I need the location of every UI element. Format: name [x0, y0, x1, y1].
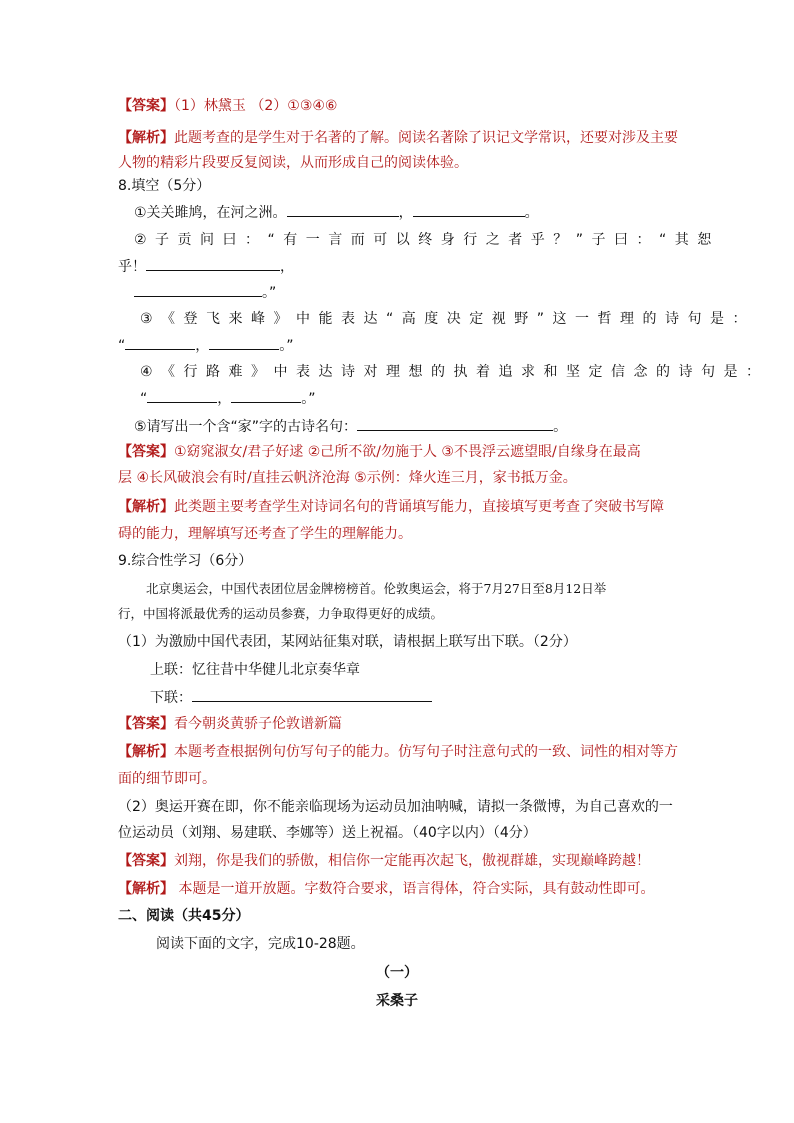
answer-blank[interactable]	[134, 282, 262, 297]
couplet-lower-label: 下联：	[150, 690, 192, 706]
material-text: 北京奥运会，中国代表团位居金牌榜榜首。伦敦奥运会，将于7月27日至8月12日举	[146, 581, 607, 596]
analysis-text-cont: 人物的精彩片段要反复阅读，从而形成自己的阅读体验。	[118, 155, 468, 171]
fill-end: 。”	[262, 285, 277, 301]
analysis-text: 本题考查根据例句仿写句子的能力。仿写句子时注意句式的一致、词性的相对等方	[174, 744, 678, 760]
answer-blank[interactable]	[287, 202, 399, 217]
answer-tag: 【答案】	[118, 716, 174, 732]
answer-tag: 【答案】	[118, 444, 174, 460]
analysis-text: 此类题主要考查学生对诗词名句的背诵填写能力，直接填写更考查了突破书写障	[174, 499, 664, 515]
sub-question-1: （1）为激励中国代表团，某网站征集对联，请根据上联写出下联。（2分）	[118, 634, 577, 650]
answer-text: （1）林黛玉 （2）①③④⑥	[174, 98, 338, 114]
analysis-text-cont: 面的细节即可。	[118, 771, 216, 787]
answer-text-cont: 层 ④长风破浪会有时/直挂云帆济沧海 ⑤示例：烽火连三月，家书抵万金。	[118, 470, 577, 486]
fill-item-3-cont	[118, 335, 294, 356]
open-quote: “	[118, 338, 126, 354]
answer-line	[118, 714, 342, 734]
fill-item-2-cont	[118, 256, 294, 277]
couplet-upper: 上联：忆往昔中华健儿北京奏华章	[150, 662, 360, 678]
fill-item-2-text: 乎！	[118, 259, 146, 275]
fill-item-5-text: ⑤请写出一个含“家”字的古诗名句：	[134, 419, 358, 435]
fill-sep: ，	[398, 205, 413, 221]
answer-blank[interactable]	[125, 335, 195, 350]
analysis-line	[118, 128, 678, 148]
answer-blank[interactable]	[192, 687, 432, 702]
fill-sep: ，	[217, 391, 232, 407]
answer-line	[118, 851, 650, 871]
fill-end: 。	[524, 205, 539, 221]
fill-sep: ，	[195, 338, 210, 354]
fill-end: 。	[553, 419, 568, 435]
answer-blank[interactable]	[146, 256, 280, 271]
analysis-text-cont: 碍的能力，理解填写还考查了学生的理解能力。	[118, 526, 412, 542]
couplet-lower	[150, 687, 432, 708]
analysis-line	[118, 742, 678, 762]
answer-text: 刘翔，你是我们的骄傲，相信你一定能再次起飞，傲视群雄，实现巅峰跨越！	[174, 853, 650, 869]
fill-item-2-cont2	[134, 282, 276, 303]
passage-number: （一）	[376, 965, 418, 981]
fill-item-1	[134, 202, 539, 223]
poem-title: 采桑子	[376, 993, 418, 1009]
material-text-cont: 行，中国将派最优秀的运动员参赛，力争取得更好的成绩。	[118, 606, 444, 621]
answer-blank[interactable]	[231, 388, 301, 403]
fill-end: 。”	[279, 338, 294, 354]
analysis-tag: 【解析】	[118, 499, 174, 515]
analysis-line	[118, 879, 654, 899]
analysis-text: 本题是一道开放题。字数符合要求，语言得体，符合实际，具有鼓动性即可。	[174, 881, 655, 897]
analysis-tag: 【解析】	[118, 744, 174, 760]
analysis-text: 此题考查的是学生对于名著的了解。阅读名著除了识记文学常识，还要对涉及主要	[174, 130, 678, 146]
fill-item-2: ②子贡问曰：“有一言而可以终身行之者乎？”子曰：“其恕	[134, 232, 720, 248]
fill-item-4-cont	[140, 388, 316, 409]
sub-question-2: （2）奥运开赛在即，你不能亲临现场为运动员加油呐喊，请拟一条微博，为自己喜欢的一	[118, 799, 673, 815]
analysis-line	[118, 497, 664, 517]
fill-end: ，	[280, 259, 294, 275]
fill-item-3: ③《登飞来峰》中能表达“高度决定视野”这一哲理的诗句是：	[140, 311, 756, 327]
answer-blank[interactable]	[357, 416, 553, 431]
question-8-title: 8.填空（5分）	[118, 178, 211, 194]
answer-tag: 【答案】	[118, 98, 174, 114]
fill-end: 。”	[301, 391, 316, 407]
reading-instruction: 阅读下面的文字，完成10-28题。	[156, 936, 365, 952]
analysis-tag: 【解析】	[118, 881, 174, 897]
answer-line	[118, 96, 337, 116]
answer-blank[interactable]	[413, 202, 525, 217]
answer-line	[118, 442, 641, 462]
answer-blank[interactable]	[147, 388, 217, 403]
fill-item-1-text: ①关关雎鸠，在河之洲。	[134, 205, 287, 221]
answer-text: ①窈窕淑女/君子好逑 ②己所不欲/勿施于人 ③不畏浮云遮望眼/自缘身在最高	[174, 444, 641, 460]
fill-item-5	[134, 416, 567, 437]
answer-text: 看今朝炎黄骄子伦敦谱新篇	[174, 716, 342, 732]
question-9-title: 9.综合性学习（6分）	[118, 553, 253, 569]
section-heading: 二、阅读（共45分）	[118, 908, 250, 924]
analysis-tag: 【解析】	[118, 130, 174, 146]
answer-blank[interactable]	[209, 335, 279, 350]
open-quote: “	[140, 391, 148, 407]
sub-question-2-cont: 位运动员（刘翔、易建联、李娜等）送上祝福。（40字以内）（4分）	[118, 825, 537, 841]
answer-tag: 【答案】	[118, 853, 174, 869]
fill-item-4: ④《行路难》中表达诗对理想的执着追求和坚定信念的诗句是：	[140, 364, 769, 380]
